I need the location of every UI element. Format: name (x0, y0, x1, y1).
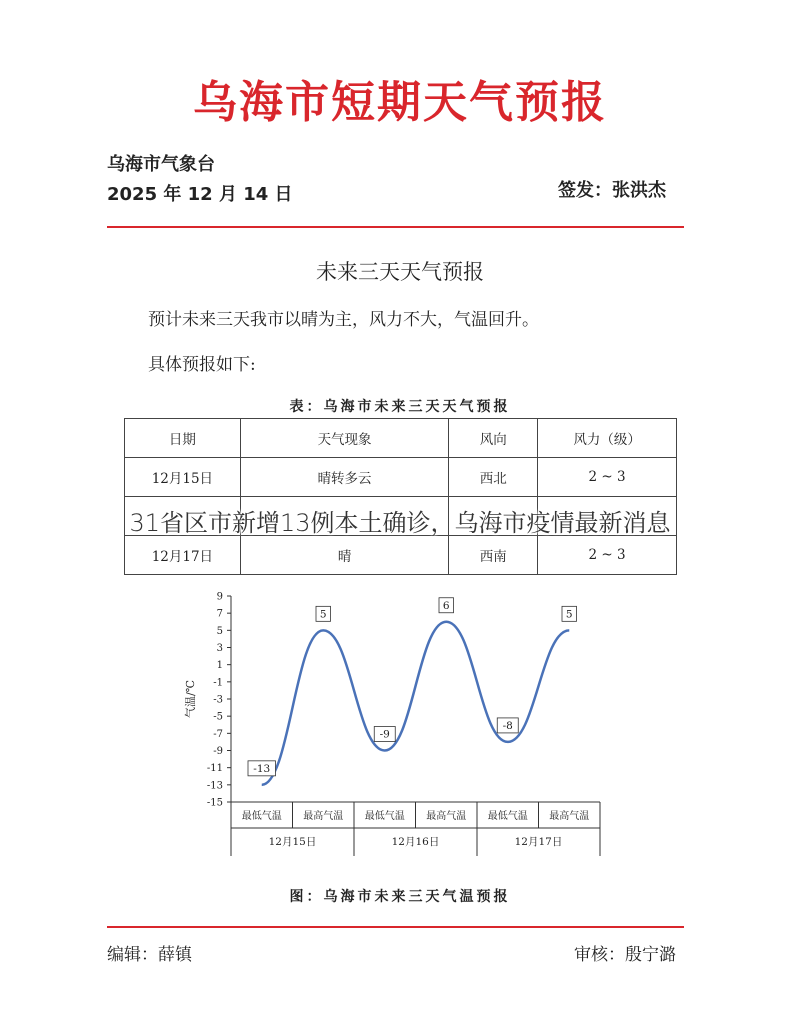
intro-paragraph: 预计未来三天我市以晴为主，风力不大，气温回升。 (148, 310, 539, 330)
y-tick-label: -15 (206, 797, 223, 809)
y-tick-label: -7 (213, 728, 223, 740)
temperature-chart (180, 586, 620, 856)
y-tick-label: -13 (206, 780, 223, 792)
data-label: 5 (319, 608, 327, 621)
cell-date: 12月15日 (125, 458, 241, 497)
header-wind-direction: 风向 (449, 419, 538, 458)
data-label: -9 (379, 728, 390, 741)
y-axis-label: 气温/℃ (184, 679, 197, 719)
cell-wind-direction: 西北 (449, 458, 538, 497)
temperature-line (262, 622, 570, 785)
y-tick-label: 7 (216, 608, 223, 620)
header-date: 日期 (125, 419, 241, 458)
figure-caption: 图：乌海市未来三天气温预报 (289, 889, 511, 905)
x-tick-label: 最低气温 (364, 811, 405, 822)
cell-weather: 晴转多云 (240, 458, 449, 497)
header-divider (107, 226, 684, 228)
x-tick-label: 最高气温 (549, 811, 590, 822)
y-tick-label: -11 (206, 763, 223, 775)
x-tick-label: 最高气温 (303, 811, 344, 822)
y-tick-label: -5 (213, 711, 223, 723)
issue-date: 2025 年 12 月 14 日 (107, 184, 293, 205)
y-tick-label: -3 (213, 694, 223, 706)
table-row (125, 458, 677, 497)
y-tick-label: -9 (213, 746, 223, 757)
signer: 签发：张洪杰 (558, 180, 666, 201)
x-tick-label: 最低气温 (487, 811, 528, 822)
data-label: -8 (502, 719, 513, 732)
x-group-label: 12月16日 (391, 836, 440, 848)
y-tick-label: 5 (216, 625, 223, 637)
x-group-label: 12月15日 (268, 836, 317, 848)
header-wind-force: 风力（级） (538, 419, 677, 458)
data-label: -13 (253, 762, 271, 775)
y-tick-label: 1 (216, 660, 223, 672)
section-title: 未来三天天气预报 (316, 260, 484, 284)
y-tick-label: -1 (213, 677, 223, 689)
y-tick-label: 3 (216, 643, 223, 654)
details-lead: 具体预报如下: (148, 355, 256, 375)
forecast-table (124, 418, 677, 575)
cell-wind-direction: 西南 (449, 536, 538, 575)
cell-weather: 晴 (240, 536, 449, 575)
x-tick-label: 最低气温 (241, 811, 282, 822)
table-caption: 表：乌海市未来三天天气预报 (289, 399, 511, 415)
page-title: 乌海市短期天气预报 (193, 77, 607, 128)
reviewer: 审核：殷宁潞 (574, 945, 676, 965)
x-tick-label: 最高气温 (426, 811, 467, 822)
cell-date: 12月17日 (125, 536, 241, 575)
header-weather: 天气现象 (240, 419, 449, 458)
table-row (125, 536, 677, 575)
cell-wind-force: 2 ~ 3 (538, 458, 677, 497)
data-label: 6 (442, 599, 450, 612)
cell-wind-force: 2 ~ 3 (538, 536, 677, 575)
data-label: 5 (565, 608, 573, 621)
y-tick-label: 9 (216, 591, 223, 603)
x-group-label: 12月17日 (514, 836, 563, 848)
overlay-headline: 31省区市新增13例本土确诊，乌海市疫情最新消息 (129, 509, 671, 537)
table-header-row (125, 419, 677, 458)
editor: 编辑：薛镇 (107, 945, 192, 965)
footer-divider (107, 926, 684, 928)
issuer-name: 乌海市气象台 (107, 154, 215, 175)
